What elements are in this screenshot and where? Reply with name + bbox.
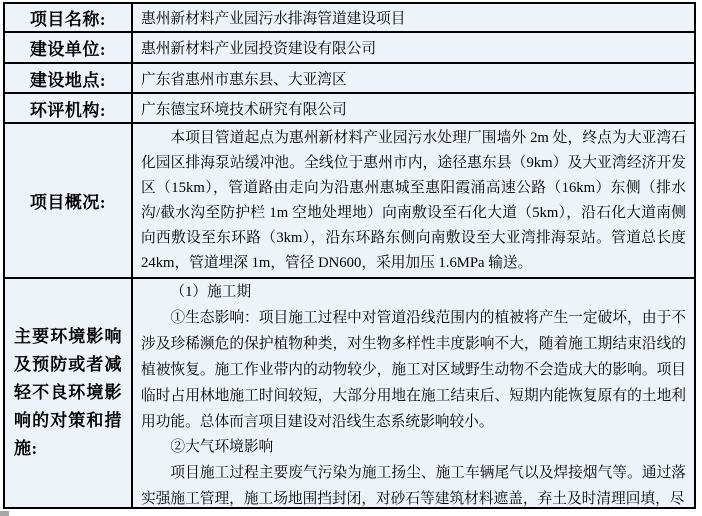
project-info-table [3, 2, 696, 509]
construction-unit-value: 惠州新材料产业园投资建设有限公司 [141, 41, 377, 57]
table-row-project-name [5, 4, 694, 33]
construction-site-value: 广东省惠州市惠东县、大亚湾区 [141, 71, 347, 88]
eia-agency-label: 环评机构: [5, 94, 133, 122]
environmental-impacts-label-text: 主要环境影响及预防或者减轻不良环境影响的对策和措施: [14, 327, 122, 458]
project-overview-label: 项目概况: [5, 124, 133, 277]
impacts-paragraph-construction-period: （1）施工期 [170, 284, 252, 300]
impacts-paragraph-air-detail: 项目施工过程主要废气污染为施工扬尘、施工车辆尾气以及焊接烟气等。通过落实强施工管理，施工场地围挡封闭，对砂石等建筑材料遮盖，弃土及时清理回填，尽 [141, 465, 686, 507]
table-corner-handle [0, 511, 9, 516]
environmental-impacts-value [133, 279, 694, 507]
table-row-eia-agency [5, 94, 694, 124]
project-name-value: 惠州新材料产业园污水排海管道建设项目 [141, 11, 406, 27]
environmental-impacts-label [5, 279, 133, 507]
project-overview-value [133, 124, 694, 277]
table-row-environmental-impacts [5, 279, 694, 507]
impacts-paragraph-air-heading: ②大气环境影响 [170, 439, 274, 456]
impacts-paragraph-ecology: ①生态影响：项目施工过程中对管道沿线范围内的植被将产生一定破坏，由于不涉及珍稀濒危的保护植物种类，对生物多样性丰度影响不大，随着施工期结束沿线的植被恢复。施工作业带内的动物较少，施工对区域野生动物不会造成大的影响。项目临时占用林地施工时间较短，大部分用地在施工结束后、短期内能恢复原有的土地利用功能。总体而言项目建设对沿线生态系统影响较小。 [141, 309, 686, 430]
overview-paragraph: 本项目管道起点为惠州新材料产业园污水处理厂围墙外 2m 处，终点为大亚湾石化园区排海泵站缓冲池。全线位于惠州市内，途径惠东县（9km）及大亚湾经济开发区（15km），管道路由走向为沿惠州惠城至惠阳霞涌高速公路（16km）东侧（排水沟/截水沟至防护栏 1m 空地处埋地）向南敷设至石化大道（5km），沿石化大道南侧向西敷设至东环路（3km），沿东环路东侧向南敷设至大亚湾排海泵站。管道总长度 24km，管道埋深 1m，管径 DN600，采用加压 1.6MPa 输送。 [141, 130, 686, 272]
table-row-construction-site [5, 64, 694, 94]
table-row-construction-unit [5, 33, 694, 64]
construction-site-label: 建设地点: [5, 64, 133, 92]
table-row-project-overview [5, 124, 694, 279]
eia-agency-value: 广东德宝环境技术研究有限公司 [141, 101, 347, 118]
construction-unit-label: 建设单位: [5, 33, 133, 62]
project-name-label: 项目名称: [5, 4, 133, 31]
